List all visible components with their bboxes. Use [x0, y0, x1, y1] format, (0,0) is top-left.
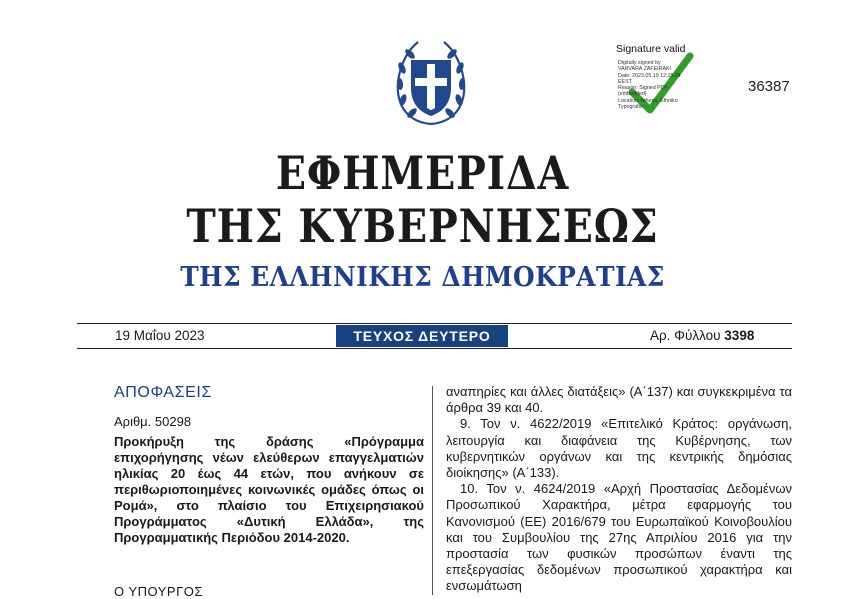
masthead-title-line-1: ΕΦΗΜΕΡΙΔΑ — [275, 146, 570, 200]
masthead-title-line-2: ΤΗΣ ΚΥΒΕΡΝΗΣΕΩΣ — [186, 199, 659, 253]
minister-heading: Ο ΥΠΟΥΡΓΟΣ — [114, 584, 203, 599]
decision-title: Προκήρυξη της δράσης «Πρόγραμμα επιχορήγησης νέων ελεύθερων επαγγελματιών ηλικίας 20 έως 44 ετών, που ανήκουν σε περιθωριοποιημένες κοινωνικές ομάδες όπως οι Ρομά», στο πλαίσιο του Επιχειρησιακού Προγράμματος «Δυτική Ελλάδα», της Προγραμματικής Περιόδου 2014-2020. — [114, 434, 424, 545]
greek-coat-of-arms-emblem — [392, 38, 470, 128]
paragraph: 9. Τον ν. 4622/2019 «Επιτελικό Κράτος: οργάνωση, λειτουργία και διαφάνεια της Κυβέρνησης, των κυβερνητικών οργάνων και της κεντρικής δημόσιας διοίκησης» (Α΄133). — [446, 416, 792, 481]
section-title: ΑΠΟΦΑΣΕΙΣ — [114, 384, 212, 401]
right-column-text — [446, 384, 792, 595]
sheet-number-value: 3398 — [724, 328, 755, 343]
paragraph: 10. Τον ν. 4624/2019 «Αρχή Προστασίας Δεδομένων Προσωπικού Χαρακτήρα, μέτρα εφαρμογής του Κανονισμού (ΕΕ) 2016/679 του Ευρωπαϊκού Κοινοβουλίου και του Συμβουλίου της 27ης Απριλίου 2016 για την προστασία των φυσικών προσώπων έναντι της επεξεργασίας δεδομένων προσωπικού χαρακτήρα και ενσωμάτωση — [446, 481, 792, 594]
signature-status: Signature valid — [616, 43, 686, 55]
masthead-subtitle: ΤΗΣ ΕΛΛΗΝΙΚΗΣ ΔΗΜΟΚΡΑΤΙΑΣ — [180, 262, 665, 293]
decision-number: Αριθμ. 50298 — [114, 414, 192, 429]
digital-signature-stamp — [612, 40, 722, 118]
issue-date: 19 Μαΐου 2023 — [115, 328, 205, 343]
paragraph: αναπηρίες και άλλες διατάξεις» (Α΄137) και συγκεκριμένα τα άρθρα 39 και 40. — [446, 384, 792, 416]
page-number: 36387 — [748, 78, 790, 95]
signature-details: Digitally signed by VARVARA ZAFEIRAKI Date: 2023.05.19 12:15:24 EEST Reason: Signed PDF (embedded) Location: Athens, Ethniko Typografio — [618, 60, 681, 111]
issue-volume-label: ΤΕΥΧΟΣ ΔΕΥΤΕΡΟ — [336, 325, 508, 347]
sheet-number — [650, 328, 754, 343]
sheet-number-label: Αρ. Φύλλου — [650, 328, 721, 343]
column-divider — [432, 386, 433, 595]
